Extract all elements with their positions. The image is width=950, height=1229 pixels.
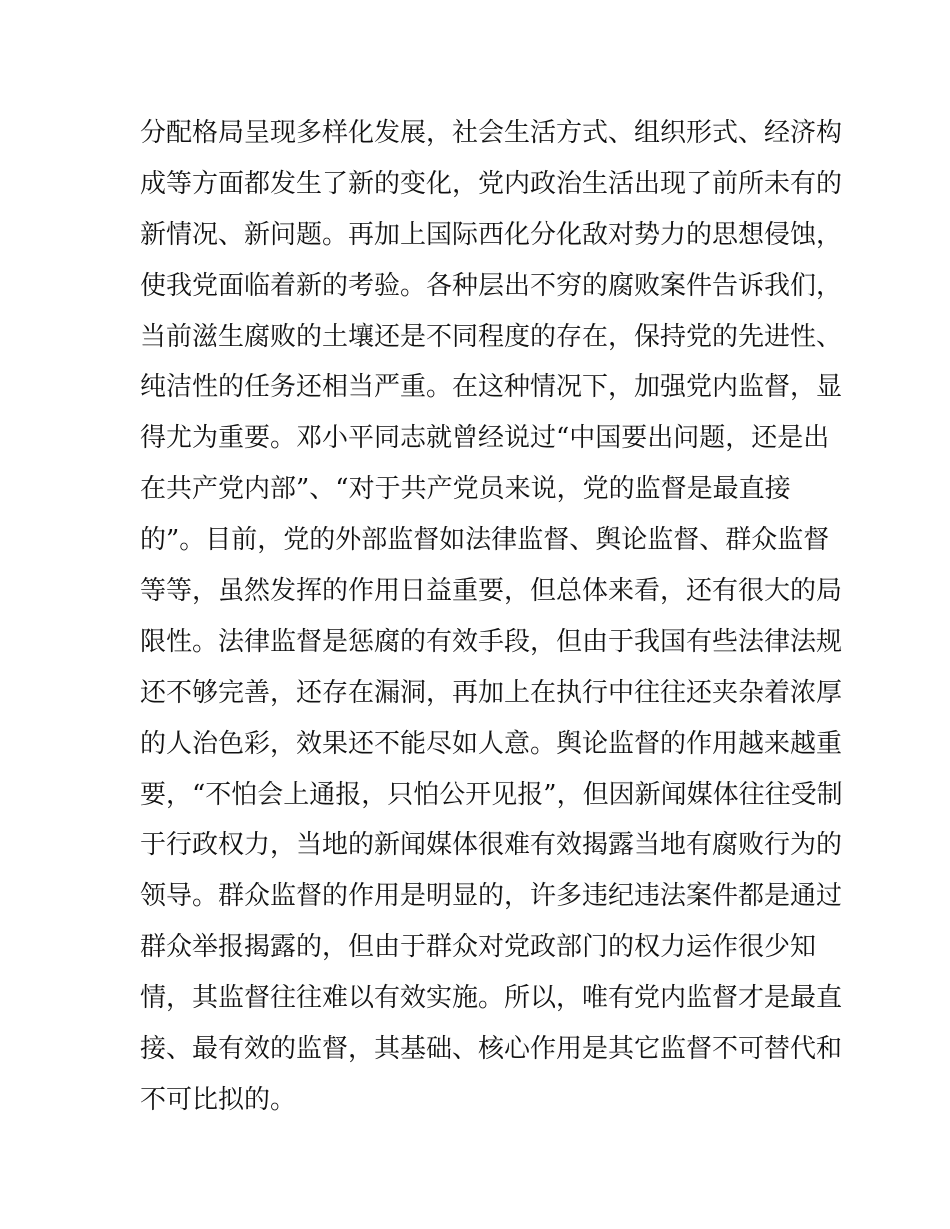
text-line: 于行政权力，当地的新闻媒体很难有效揭露当地有腐败行为的	[140, 830, 843, 861]
text-line: 等等，虽然发挥的作用日益重要，但总体来看，还有很大的局	[140, 576, 843, 607]
text-line: 得尤为重要。邓小平同志就曾经说过“中国要出问题，还是出	[140, 423, 830, 454]
text-line: 分配格局呈现多样化发展，社会生活方式、组织形式、经济构	[140, 118, 843, 148]
text-line: 使我党面临着新的考验。各种层出不穷的腐败案件告诉我们，	[140, 270, 843, 301]
text-line: 限性。法律监督是惩腐的有效手段，但由于我国有些法律法规	[140, 626, 843, 657]
text-line: 接、最有效的监督，其基础、核心作用是其它监督不可替代和	[140, 1034, 843, 1065]
text-line: 还不够完善，还存在漏洞，再加上在执行中往往还夹杂着浓厚	[140, 677, 843, 708]
text-line: 当前滋生腐败的土壤还是不同程度的存在，保持党的先进性、	[140, 321, 843, 352]
text-line: 的人治色彩，效果还不能尽如人意。舆论监督的作用越来越重	[140, 728, 843, 759]
text-line: 不可比拟的。	[140, 1084, 297, 1115]
text-line: 在共产党内部”、“对于共产党员来说，党的监督是最直接	[140, 474, 791, 505]
text-line: 的”。目前，党的外部监督如法律监督、舆论监督、群众监督	[140, 525, 830, 556]
text-line: 群众举报揭露的，但由于群众对党政部门的权力运作很少知	[140, 932, 817, 963]
body-paragraph	[140, 108, 843, 1126]
text-line: 要，“不怕会上通报，只怕公开见报”，但因新闻媒体往往受制	[140, 779, 843, 810]
text-line: 成等方面都发生了新的变化，党内政治生活出现了前所未有的	[140, 168, 843, 199]
text-line: 纯洁性的任务还相当严重。在这种情况下，加强党内监督，显	[140, 372, 843, 403]
text-line: 新情况、新问题。再加上国际西化分化敌对势力的思想侵蚀，	[140, 219, 843, 250]
text-line: 领导。群众监督的作用是明显的，许多违纪违法案件都是通过	[140, 881, 843, 912]
text-line: 情，其监督往往难以有效实施。所以，唯有党内监督才是最直	[140, 983, 843, 1014]
